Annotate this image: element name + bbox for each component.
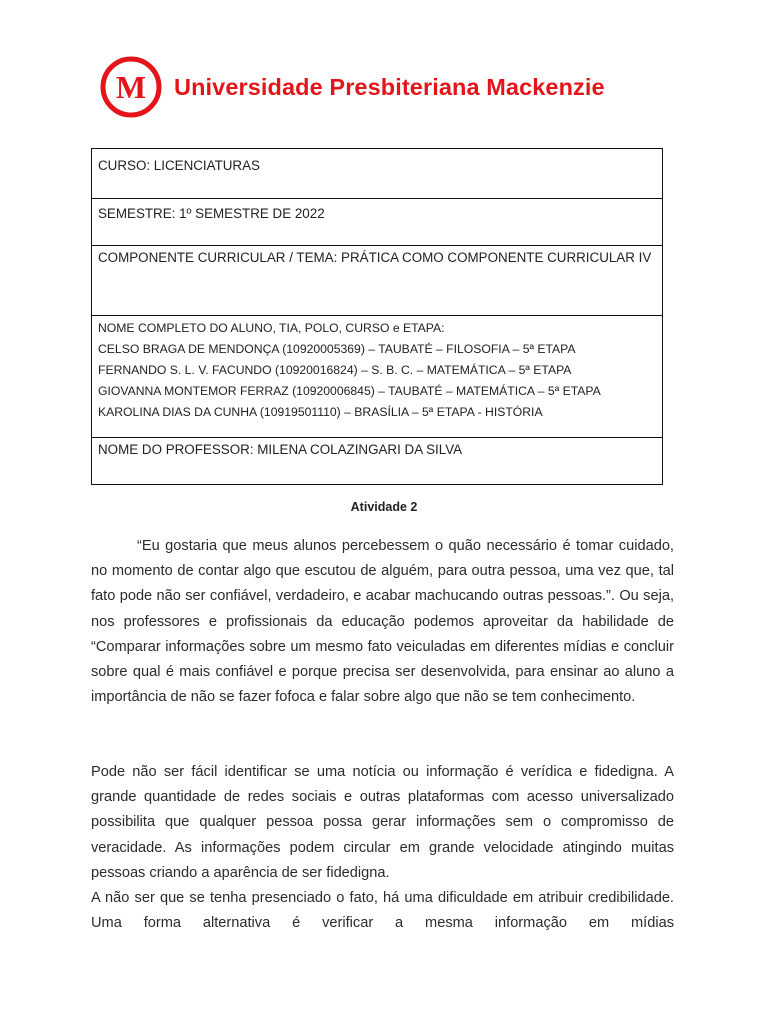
paragraph-2: Pode não ser fácil identificar se uma notícia ou informação é verídica e fidedigna. A grande quantidade de redes sociais e outras plataformas com acesso universalizado possibilita que qualquer pessoa possa gerar informações sem o compromisso de veracidade. As informações podem circular em grande velocidade atingindo muitas pessoas criando a aparência de ser fidedigna. — [91, 764, 674, 881]
svg-text:M: M — [115, 69, 147, 105]
student-entry: FERNANDO S. L. V. FACUNDO (10920016824) – S. B. C. – MATEMÁTICA – 5ª ETAPA — [98, 363, 572, 377]
curso-row: CURSO: LICENCIATURAS — [92, 149, 662, 199]
professor-row: NOME DO PROFESSOR: MILENA COLAZINGARI DA SILVA — [98, 442, 463, 457]
course-info-table — [91, 148, 663, 485]
university-name: Universidade Presbiteriana Mackenzie — [174, 73, 605, 100]
student-entry: GIOVANNA MONTEMOR FERRAZ (10920006845) – TAUBATÉ – MATEMÁTICA – 5ª ETAPA — [98, 384, 601, 398]
student-entry: KAROLINA DIAS DA CUNHA (10919501110) – BRASÍLIA – 5ª ETAPA - HISTÓRIA — [98, 405, 543, 419]
semestre-row: SEMESTRE: 1º SEMESTRE DE 2022 — [92, 199, 662, 246]
activity-title: Atividade 2 — [350, 500, 418, 514]
students-row — [92, 316, 662, 438]
componente-row: COMPONENTE CURRICULAR / TEMA: PRÁTICA COMO COMPONENTE CURRICULAR IV — [92, 246, 662, 316]
university-header — [100, 52, 680, 122]
paragraph-1 — [91, 534, 674, 710]
mackenzie-m-shield-icon — [100, 56, 162, 118]
paragraph-3: A não ser que se tenha presenciado o fato, há uma dificuldade em atribuir credibilidade. Uma forma alternativa é verificar a mesma informação em mídias — [91, 890, 674, 932]
paragraph-group — [91, 760, 674, 936]
student-entry: CELSO BRAGA DE MENDONÇA (10920005369) – TAUBATÉ – FILOSOFIA – 5ª ETAPA — [98, 342, 576, 356]
students-header: NOME COMPLETO DO ALUNO, TIA, POLO, CURSO e ETAPA: — [98, 321, 445, 335]
paragraph-1-text: “Eu gostaria que meus alunos percebessem o quão necessário é tomar cuidado, no momento de contar algo que escutou de alguém, para outra pessoa, uma vez que, tal fato pode não ser confiável, verdadeiro, e acabar machucando outras pessoas.”. Ou seja, nos professores e profissionais da educação podemos aproveitar da habilidade de “Comparar informações sobre um mesmo fato veiculadas em diferentes mídias e concluir sobre qual é mais confiável e porque precisa ser desenvolvida, para ensinar ao aluno a importância de não se fazer fofoca e falar sobre algo que não se tem conhecimento. — [91, 538, 674, 706]
